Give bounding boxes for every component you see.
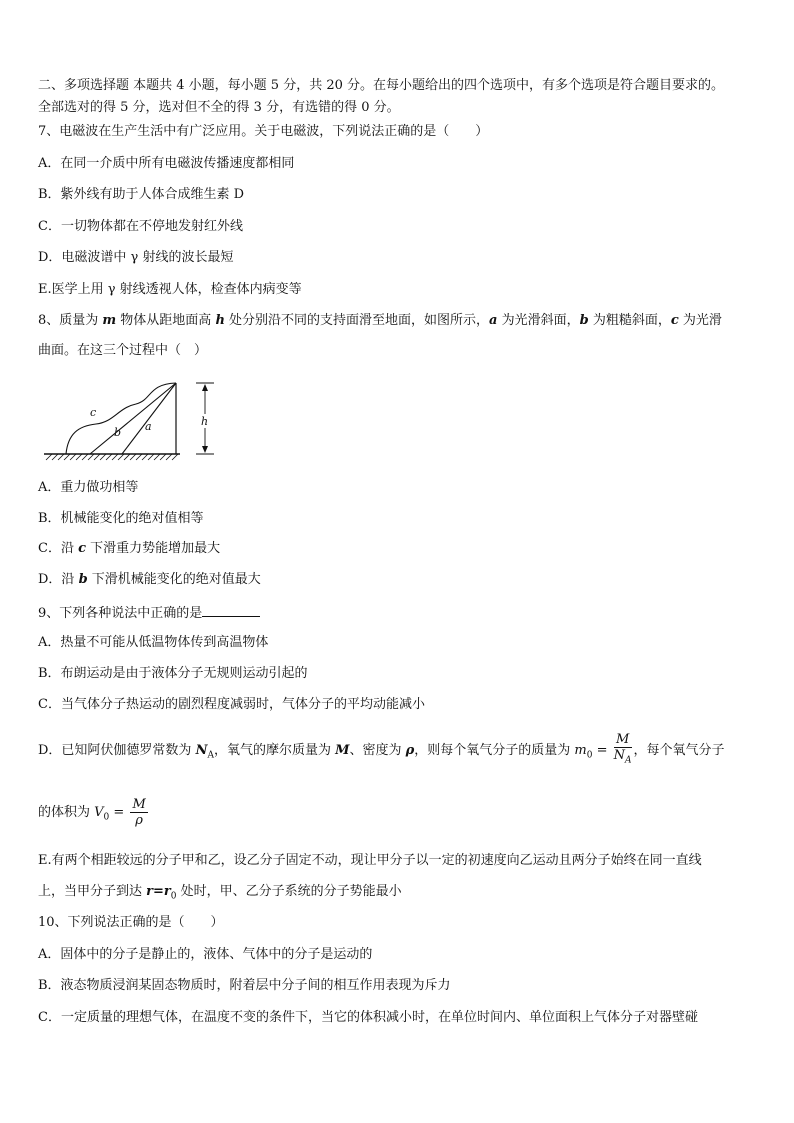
q7-option-d: D．电磁波谱中 γ 射线的波长最短 (38, 250, 234, 265)
q7-option-b: B．紫外线有助于人体合成维生素 D (38, 187, 245, 202)
q7-option-c: C．一切物体都在不停地发射红外线 (38, 219, 243, 234)
q8-option-d: D．沿 b 下滑机械能变化的绝对值最大 (38, 572, 261, 587)
q8-figure-label-b: b (114, 426, 122, 439)
q8-figure-label-a: a (145, 420, 152, 433)
q9-mass-fraction: $\frac{M}{N_A}$ (613, 732, 632, 766)
q9-option-b: B．布朗运动是由于液体分子无规则运动引起的 (38, 666, 308, 681)
q10-option-a: A．固体中的分子是静止的，液体、气体中的分子是运动的 (38, 947, 373, 962)
q9-option-d-line1: D．已知阿伏伽德罗常数为 $N_A$，氧气的摩尔质量为 M、密度为 ρ，则每个氧气分子的质量为 $m_0$ = $\frac{M}{N_A}$ ，每个氧气分子 (38, 732, 760, 772)
q10-stem: 10、下列说法正确的是（ ） (38, 915, 224, 930)
q7-option-e: E.医学上用 γ 射线透视人体，检查体内病变等 (38, 282, 302, 297)
q9-option-d-line2: 的体积为 $V_0$ = $\frac{M}{\rho}$ (38, 797, 146, 828)
section-header-line1: 二、多项选择题 本题共 4 小题，每小题 5 分，共 20 分。在每小题给出的四个选项中，有多个选项是符合题目要求的。 (38, 78, 725, 93)
q9-stem: 9、下列各种说法中正确的是 (38, 604, 760, 622)
q7-stem: 7、电磁波在生产生活中有广泛应用。关于电磁波，下列说法正确的是（ ） (38, 124, 489, 139)
q9-answer-blank (202, 604, 260, 617)
q10-option-c: C．一定质量的理想气体，在温度不变的条件下，当它的体积减小时，在单位时间内、单位面积上气体分子对器壁碰 (38, 1010, 698, 1025)
section-header-line2: 全部选对的得 5 分，选对但不全的得 3 分，有选错的得 0 分。 (38, 100, 400, 115)
q9-option-a: A．热量不可能从低温物体传到高温物体 (38, 635, 269, 650)
q9-volume-fraction: $\frac{M}{\rho}$ (132, 797, 146, 828)
q8-figure-label-c: c (90, 406, 97, 419)
q8-option-a: A．重力做功相等 (38, 480, 139, 495)
q9-option-c: C．当气体分子热运动的剧烈程度减弱时，气体分子的平均动能减小 (38, 697, 425, 712)
q8-option-b: B．机械能变化的绝对值相等 (38, 511, 204, 526)
q7-option-a: A．在同一介质中所有电磁波传播速度都相同 (38, 156, 295, 171)
q8-option-c: C．沿 c 下滑重力势能增加最大 (38, 541, 221, 556)
q8-figure-label-h: h (201, 415, 209, 428)
q9-option-e-line2: 上，当甲分子到达 $r=r_0$ 处时，甲、乙分子系统的分子势能最小 (38, 884, 402, 902)
q8-stem-line2: 曲面。在这三个过程中（ ） (38, 343, 208, 358)
q10-option-b: B．液态物质浸润某固态物质时，附着层中分子间的相互作用表现为斥力 (38, 978, 451, 993)
q8-stem-line1: 8、质量为 m 物体从距地面高 h 处分别沿不同的支持面滑至地面，如图所示，a 为光滑斜面，b 为粗糙斜面，c 为光滑 (38, 313, 722, 328)
q8-figure (38, 374, 228, 466)
q9-option-e-line1: E.有两个相距较远的分子甲和乙，设乙分子固定不动，现让甲分子以一定的初速度向乙运动且两分子始终在同一直线 (38, 853, 702, 868)
